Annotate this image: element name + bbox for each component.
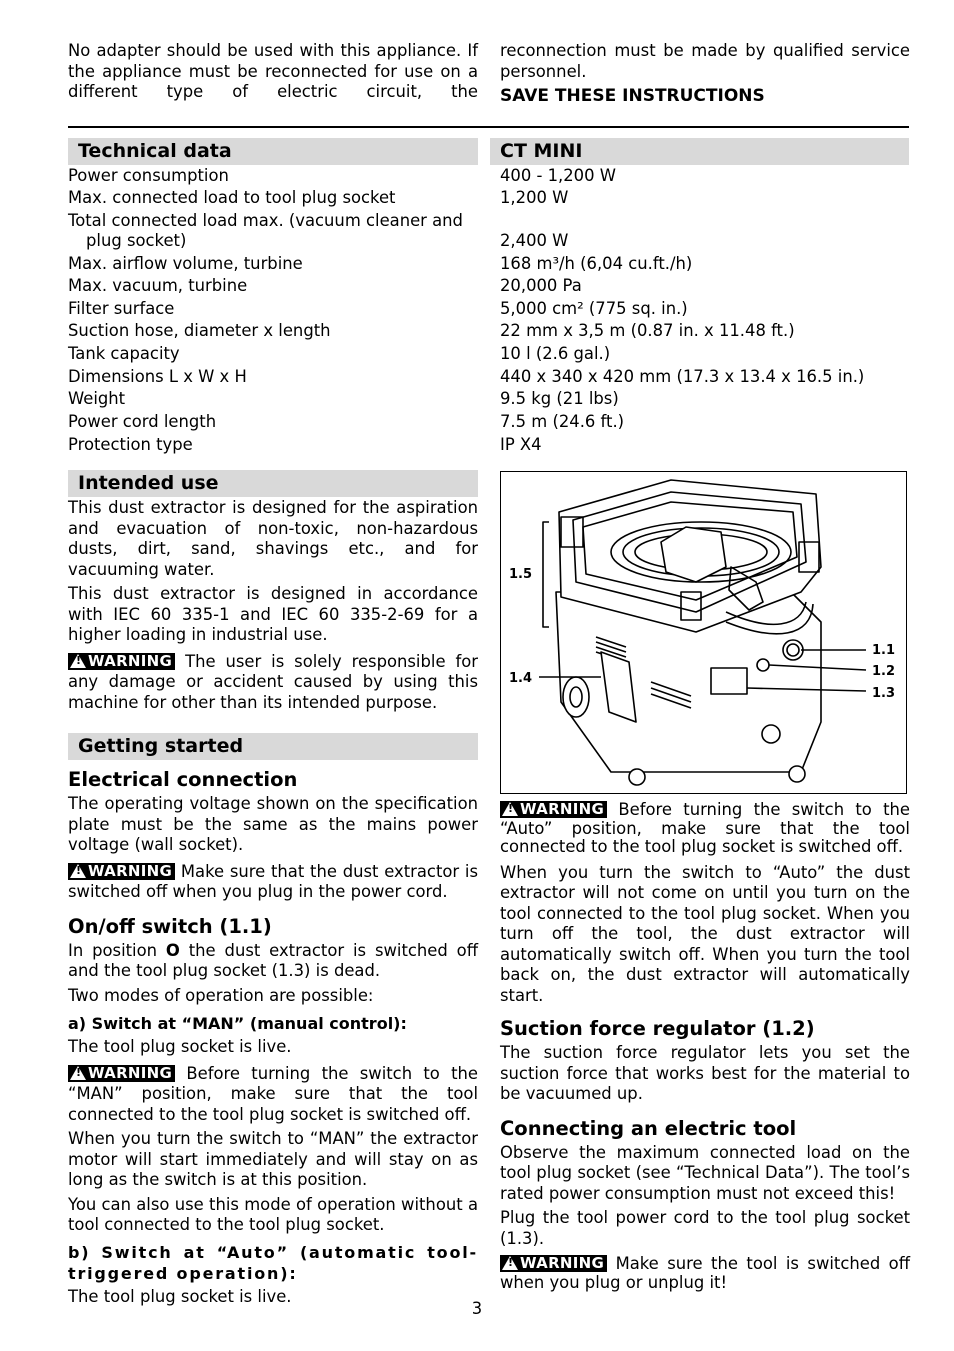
- auto-title: b) Switch at “Auto” (automatic tool-triggered operation):: [68, 1242, 478, 1283]
- tech-value: 168 m³/h (6,04 cu.ft./h): [500, 254, 693, 273]
- tech-value: 1,200 W: [500, 188, 569, 207]
- figure-label-1-2: 1.2: [872, 664, 896, 679]
- warning-triangle-icon: [502, 1256, 518, 1270]
- tech-value: 2,400 W: [500, 231, 569, 250]
- intended-p1: This dust extractor is designed for the aspiration and evacuation of non-toxic, non-hazardous dusts, dirt, sand, shavings etc., and for vacuuming water.: [68, 498, 478, 579]
- dust-extractor-illustration: [501, 472, 906, 793]
- intended-use-heading: Intended use: [68, 470, 478, 497]
- warning-badge: !WARNING: [500, 801, 607, 818]
- man-p3: You can also use this mode of operation without a tool connected to the tool plug socket.: [68, 1194, 478, 1234]
- tech-value: 10 l (2.6 gal.): [500, 344, 611, 363]
- right-column: [500, 801, 910, 1296]
- electrical-p: The operating voltage shown on the specification plate must be the same as the mains power voltage (wall socket).: [68, 794, 478, 854]
- warning-triangle-icon: [70, 654, 86, 668]
- tech-value: 20,000 Pa: [500, 276, 582, 295]
- tech-label: Filter surface: [68, 299, 175, 318]
- warning-badge: !WARNING: [68, 863, 175, 880]
- connect-p2: Plug the tool power cord to the tool plug socket (1.3).: [500, 1208, 910, 1248]
- tech-label: Power consumption: [68, 166, 229, 185]
- onoff-title: On/off switch (1.1): [68, 914, 272, 938]
- connect-warning: !WARNING Make sure the tool is switched off when you plug or unplug it!: [500, 1255, 910, 1292]
- intended-p2: This dust extractor is designed in accordance with IEC 60 335-1 and IEC 60 335-2-69 for a higher loading in industrial use.: [68, 584, 478, 644]
- technical-data-heading: Technical data: [68, 138, 478, 165]
- man-p1: The tool plug socket is live.: [68, 1037, 292, 1056]
- tech-label: Weight: [68, 389, 126, 408]
- tech-value: 400 - 1,200 W: [500, 166, 616, 185]
- tech-label-cont: plug socket): [86, 231, 187, 250]
- onoff-p1: In position O the dust extractor is switched off and the tool plug socket (1.3) is dead.: [68, 940, 478, 980]
- tech-value: 7.5 m (24.6 ft.): [500, 412, 625, 431]
- tech-label: Max. airflow volume, turbine: [68, 254, 303, 273]
- tech-value: 440 x 340 x 420 mm (17.3 x 13.4 x 16.5 in.): [500, 367, 865, 386]
- man-warning: !WARNING Before turning the switch to the “MAN” position, make sure that the tool connected to the tool plug socket is switched off.: [68, 1064, 478, 1126]
- suction-title: Suction force regulator (1.2): [500, 1017, 815, 1040]
- auto-warning: !WARNING Before turning the switch to the “Auto” position, make sure that the tool connected to the tool plug socket is switched off.: [500, 801, 910, 857]
- tech-label: Max. connected load to tool plug socket: [68, 188, 396, 207]
- connect-p1: Observe the maximum connected load on the tool plug socket (see “Technical Data”). The tool’s rated power consumption must not exceed this!: [500, 1142, 910, 1203]
- save-instructions: SAVE THESE INSTRUCTIONS: [500, 86, 765, 106]
- warning-badge: !WARNING: [68, 653, 175, 670]
- man-p2: When you turn the switch to “MAN” the extractor motor will start immediately and will stay on as long as the switch is at this position.: [68, 1129, 478, 1189]
- figure-label-1-4: 1.4: [509, 671, 533, 686]
- warning-triangle-icon: [70, 1066, 86, 1080]
- tech-label: Max. vacuum, turbine: [68, 276, 248, 295]
- man-title: a) Switch at “MAN” (manual control):: [68, 1014, 407, 1033]
- suction-p: The suction force regulator lets you set the suction force that works best for the material to be vacuumed up.: [500, 1043, 910, 1103]
- tech-label: Suction hose, diameter x length: [68, 321, 331, 340]
- tech-value: 5,000 cm² (775 sq. in.): [500, 299, 688, 318]
- intro-right: [500, 41, 910, 110]
- connect-title: Connecting an electric tool: [500, 1116, 797, 1140]
- figure-label-1-1: 1.1: [872, 643, 896, 658]
- figure-label-1-3: 1.3: [872, 686, 896, 701]
- divider-rule: [68, 126, 909, 128]
- warning-badge: !WARNING: [68, 1065, 175, 1082]
- tech-label: Dimensions L x W x H: [68, 367, 247, 386]
- intro-left: [68, 41, 478, 107]
- tech-value: 22 mm x 3,5 m (0.87 in. x 11.48 ft.): [500, 321, 795, 340]
- tech-value: 9.5 kg (21 lbs): [500, 389, 619, 408]
- electrical-warning: !WARNING Make sure that the dust extractor is switched off when you plug in the power cord.: [68, 862, 478, 903]
- left-column: [68, 470, 478, 1311]
- warning-badge: !WARNING: [500, 1255, 607, 1272]
- tech-value: IP X4: [500, 435, 542, 454]
- tech-label: Protection type: [68, 435, 193, 454]
- auto-p2: When you turn the switch to “Auto” the dust extractor will not come on until you turn on the tool connected to the tool plug socket. When you turn off the tool, the dust extractor will automatically switch off. When you turn the tool back on, the dust extractor will automatically start.: [500, 862, 910, 1005]
- intro-right-text: reconnection must be made by qualified service personnel.: [500, 41, 910, 81]
- onoff-p2: Two modes of operation are possible:: [68, 985, 374, 1005]
- tech-label: Tank capacity: [68, 344, 180, 363]
- warning-triangle-icon: [70, 864, 86, 878]
- figure-label-1-5: 1.5: [509, 567, 533, 582]
- page-number: 3: [471, 1299, 483, 1318]
- tech-label: Total connected load max. (vacuum cleaner and: [68, 211, 463, 230]
- electrical-connection-title: Electrical connection: [68, 768, 298, 791]
- auto-p1: The tool plug socket is live.: [68, 1286, 292, 1306]
- tech-label: Power cord length: [68, 412, 217, 431]
- getting-started-heading: Getting started: [68, 733, 478, 760]
- intended-warning: !WARNING The user is solely responsible for any damage or accident caused by using this machine for other than its intended purpose.: [68, 652, 478, 714]
- warning-triangle-icon: [502, 802, 518, 816]
- model-heading: CT MINI: [490, 138, 909, 165]
- intro-left-text: No adapter should be used with this appliance. If the appliance must be reconnected for use on a different type of electric circuit, the: [68, 41, 478, 101]
- dust-extractor-figure: [500, 471, 907, 794]
